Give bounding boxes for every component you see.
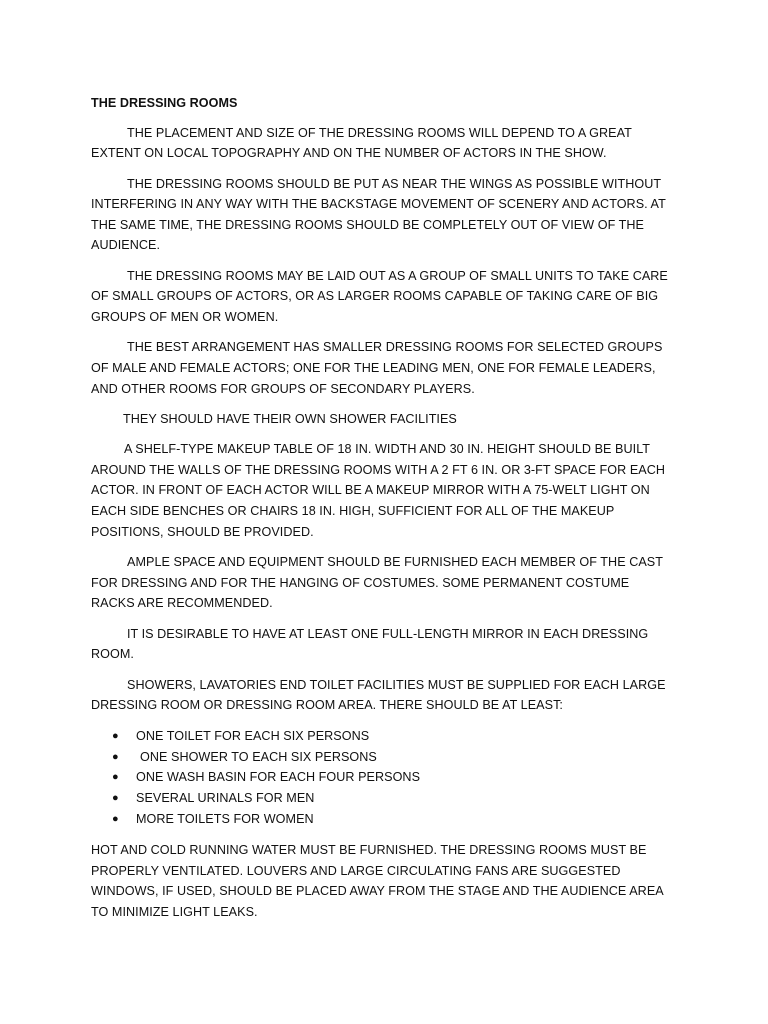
list-item: ● ONE SHOWER TO EACH SIX PERSONS xyxy=(91,747,676,768)
bullet-icon: ● xyxy=(112,750,119,763)
paragraph-facilities: SHOWERS, LAVATORIES END TOILET FACILITIES MUST BE SUPPLIED FOR EACH LARGE DRESSING ROOM OR DRESSING ROOM AREA. THERE SHOULD BE AT LEAST: xyxy=(91,677,666,713)
paragraph-layout: THE DRESSING ROOMS MAY BE LAID OUT AS A GROUP OF SMALL UNITS TO TAKE CARE OF SMALL GROUPS OF ACTORS, OR AS LARGER ROOMS CAPABLE OF TAKING CARE OF BIG GROUPS OF MEN OR WOMEN. xyxy=(91,268,668,324)
paragraph-location: THE DRESSING ROOMS SHOULD BE PUT AS NEAR THE WINGS AS POSSIBLE WITHOUT INTERFERING IN ANY WAY WITH THE BACKSTAGE MOVEMENT OF SCENERY AND ACTORS. AT THE SAME TIME, THE DRESSING ROOMS SHOULD BE COMPLETELY OUT OF VIEW OF THE AUDIENCE. xyxy=(91,176,666,253)
list-item: ● ONE TOILET FOR EACH SIX PERSONS xyxy=(91,726,676,747)
paragraph-makeup-table: A SHELF-TYPE MAKEUP TABLE OF 18 IN. WIDTH AND 30 IN. HEIGHT SHOULD BE BUILT AROUND THE WALLS OF THE DRESSING ROOMS WITH A 2 FT 6 IN. OR 3-FT SPACE FOR EACH ACTOR. IN FRONT OF EACH ACTOR WILL BE A MAKEUP MIRROR WITH A 75-WELT LIGHT ON EACH SIDE BENCHES OR CHAIRS 18 IN. HIGH, SUFFICIENT FOR ALL OF THE MAKEUP POSITIONS, SHOULD BE PROVIDED. xyxy=(91,442,666,539)
paragraph-arrangement: THE BEST ARRANGEMENT HAS SMALLER DRESSING ROOMS FOR SELECTED GROUPS OF MALE AND FEMALE ACTORS; ONE FOR THE LEADING MEN, ONE FOR FEMALE LEADERS, AND OTHER ROOMS FOR GROUPS OF SECONDARY PLAYERS. xyxy=(91,340,663,396)
bullet-icon: ● xyxy=(112,729,119,742)
bullet-icon: ● xyxy=(112,813,119,826)
paragraph-mirror: IT IS DESIRABLE TO HAVE AT LEAST ONE FULL-LENGTH MIRROR IN EACH DRESSING ROOM. xyxy=(91,626,649,662)
document-body xyxy=(91,93,676,932)
paragraph-closing: HOT AND COLD RUNNING WATER MUST BE FURNISHED. THE DRESSING ROOMS MUST BE PROPERLY VENTILATED. LOUVERS AND LARGE CIRCULATING FANS ARE SUGGESTED WINDOWS, IF USED, SHOULD BE PLACED AWAY FROM THE STAGE AND THE AUDIENCE AREA TO MINIMIZE LIGHT LEAKS. xyxy=(91,843,664,919)
paragraph-placement: THE PLACEMENT AND SIZE OF THE DRESSING ROOMS WILL DEPEND TO A GREAT EXTENT ON LOCAL TOPOGRAPHY AND ON THE NUMBER OF ACTORS IN THE SHOW. xyxy=(91,125,632,161)
list-item: ● ONE WASH BASIN FOR EACH FOUR PERSONS xyxy=(91,767,676,788)
paragraph-space: AMPLE SPACE AND EQUIPMENT SHOULD BE FURNISHED EACH MEMBER OF THE CAST FOR DRESSING AND FOR THE HANGING OF COSTUMES. SOME PERMANENT COSTUME RACKS ARE RECOMMENDED. xyxy=(91,555,663,611)
facilities-list xyxy=(91,726,676,830)
bullet-icon: ● xyxy=(112,792,119,805)
list-item: ● MORE TOILETS FOR WOMEN xyxy=(91,809,676,830)
paragraph-shower: THEY SHOULD HAVE THEIR OWN SHOWER FACILITIES xyxy=(123,411,457,426)
document-title: THE DRESSING ROOMS xyxy=(91,96,238,110)
list-item: ● SEVERAL URINALS FOR MEN xyxy=(91,788,676,809)
bullet-icon: ● xyxy=(112,771,119,784)
